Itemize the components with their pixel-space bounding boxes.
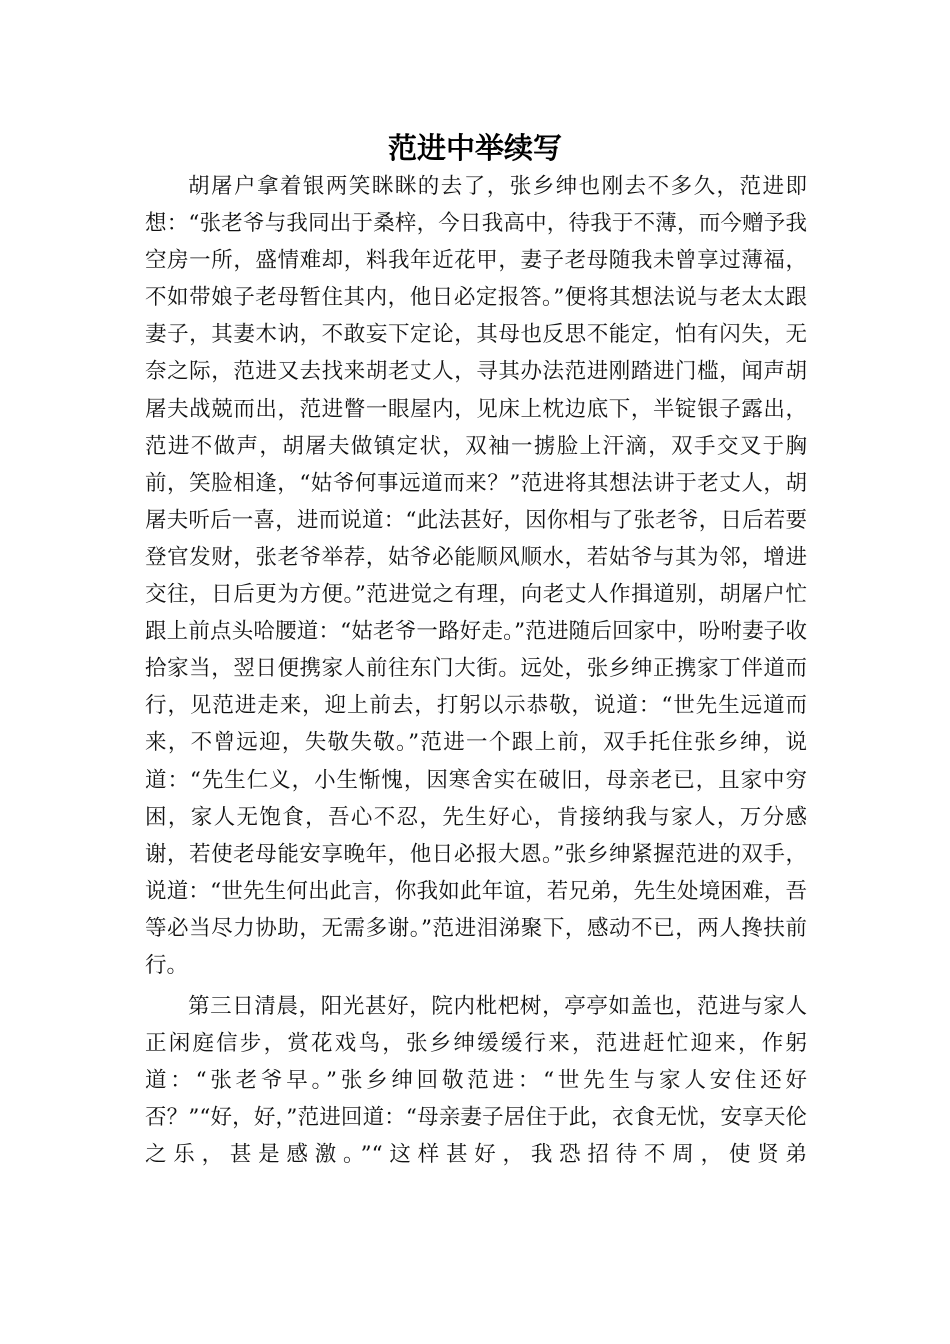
paragraph-2: 第三日清晨，阳光甚好，院内枇杷树，亭亭如盖也，范进与家人正闲庭信步，赏花戏鸟，张乡绅缓缓行来，范进赶忙迎来，作躬道：“张老爷早。”张乡绅回敬范进：“世先生与家人安住还好否？”“好，好，”范进回道：“母亲妻子居住于此，衣食无忧，安享天伦之乐，甚是感激。”“这样甚好，我恐招待不周，使贤弟 [145,994,807,1168]
document-body [145,168,807,1178]
paragraph-1: 胡屠户拿着银两笑眯眯的去了，张乡绅也刚去不多久，范进即想：“张老爷与我同出于桑梓，今日我高中，待我于不薄，而今赠予我空房一所，盛情难却，料我年近花甲，妻子老母随我未曾享过薄福，不如带娘子老母暂住其内，他日必定报答。”便将其想法说与老太太跟妻子，其妻木讷，不敢妄下定论，其母也反思不能定，怕有闪失，无奈之际，范进又去找来胡老丈人，寻其办法范进刚踏进门槛，闻声胡屠夫战兢而出，范进瞥一眼屋内，见床上枕边底下，半锭银子露出，范进不做声，胡屠夫做镇定状，双袖一掳脸上汗滴，双手交叉于胸前，笑脸相逢，“姑爷何事远道而来？”范进将其想法讲于老丈人，胡屠夫听后一喜，进而说道：“此法甚好，因你相与了张老爷，日后若要登官发财，张老爷举荐，姑爷必能顺风顺水，若姑爷与其为邻，增进交往，日后更为方便。”范进觉之有理，向老丈人作揖道别，胡屠户忙跟上前点头哈腰道：“姑老爷一路好走。”范进随后回家中，吩咐妻子收拾家当，翌日便携家人前往东门大街。远处，张乡绅正携家丁伴道而行，见范进走来，迎上前去，打躬以示恭敬，说道：“世先生远道而来，不曾远迎，失敬失敬。”范进一个跟上前，双手托住张乡绅，说道：“先生仁义，小生惭愧，因寒舍实在破旧，母亲老已，且家中穷困，家人无饱食，吾心不忍，先生好心，肯接纳我与家人，万分感谢，若使老母能安享晚年，他日必报大恩。”张乡绅紧握范进的双手，说道：“世先生何出此言，你我如此年谊，若兄弟，先生处境困难，吾等必当尽力协助，无需多谢。”范进泪涕聚下，感动不已，两人搀扶前行。 [145,174,807,978]
document-title: 范进中举续写 [387,131,562,165]
